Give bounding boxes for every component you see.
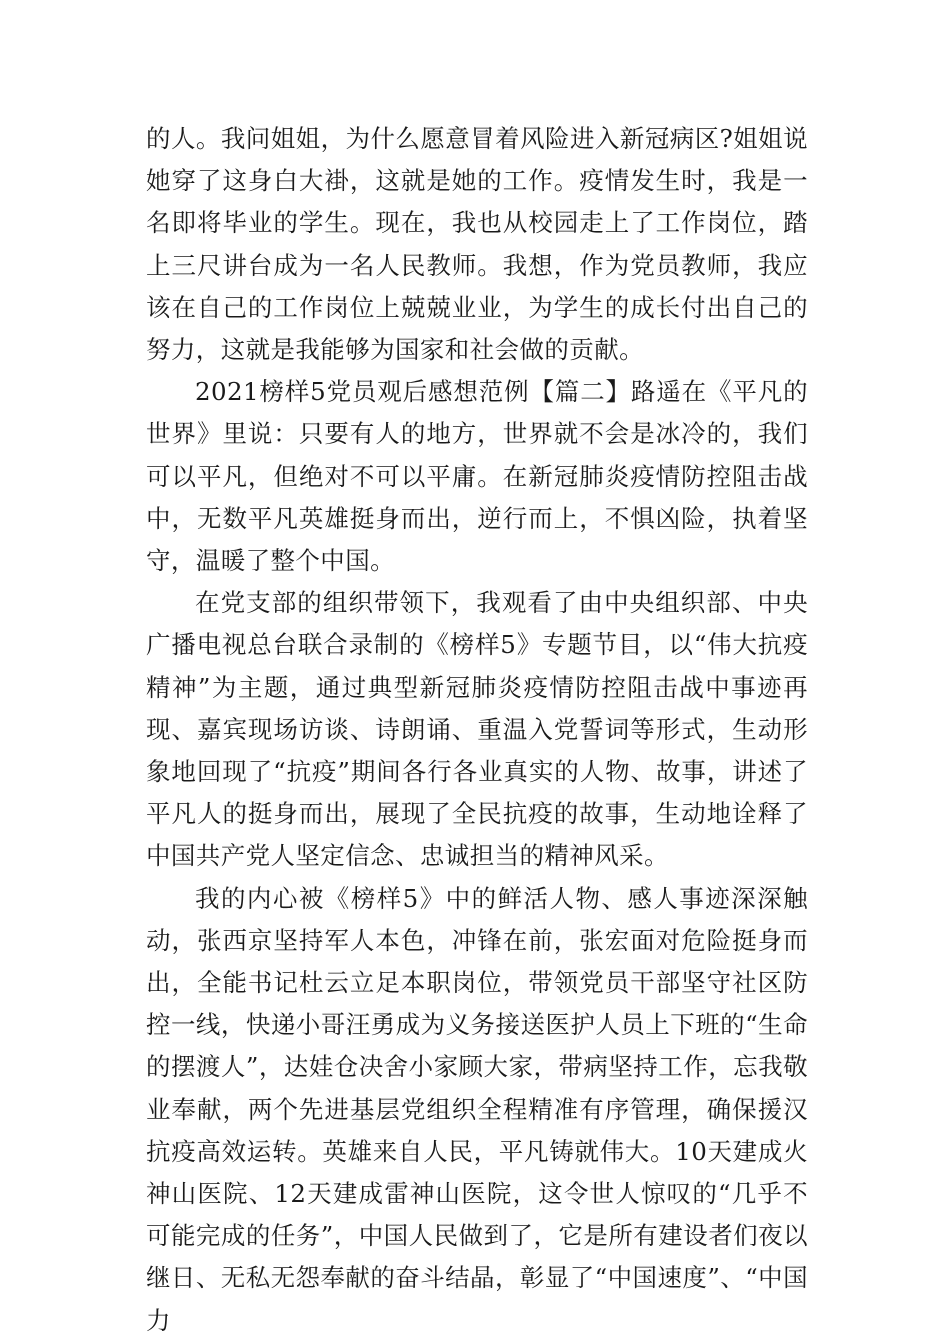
paragraph-1: 的人。我问姐姐，为什么愿意冒着风险进入新冠病区?姐姐说她穿了这身白大褂，这就是她的工作。疫情发生时，我是一名即将毕业的学生。现在，我也从校园走上了工作岗位，踏上三尺讲台成为一名人民教师。我想，作为党员教师，我应该在自己的工作岗位上兢兢业业，为学生的成长付出自己的努力，这就是我能够为国家和社会做的贡献。 [146, 124, 808, 365]
paragraph-3: 在党支部的组织带领下，我观看了由中央组织部、中央广播电视总台联合录制的《榜样5》专题节目，以“伟大抗疫精神”为主题，通过典型新冠肺炎疫情防控阻击战中事迹再现、嘉宾现场访谈、诗朗诵、重温入党誓词等形式，生动形象地回现了“抗疫”期间各行各业真实的人物、故事，讲述了平凡人的挺身而出，展现了全民抗疫的故事，生动地诠释了中国共产党人坚定信念、忠诚担当的精神风采。 [146, 588, 808, 871]
paragraph-4: 我的内心被《榜样5》中的鲜活人物、感人事迹深深触动，张西京坚持军人本色，冲锋在前，张宏面对危险挺身而出，全能书记杜云立足本职岗位，带领党员干部坚守社区防控一线，快递小哥汪勇成为义务接送医护人员上下班的“生命的摆渡人”，达娃仓决舍小家顾大家，带病坚持工作，忘我敬业奉献，两个先进基层党组织全程精准有序管理，确保援汉抗疫高效运转。英雄来自人民，平凡铸就伟大。10天建成火神山医院、12天建成雷神山医院，这令世人惊叹的“几乎不可能完成的任务”，中国人民做到了，它是所有建设者们夜以继日、无私无怨奉献的奋斗结晶，彰显了“中国速度”、“中国力 [146, 883, 808, 1335]
document-page [146, 118, 808, 1342]
paragraph-2: 2021榜样5党员观后感想范例【篇二】路遥在《平凡的世界》里说：只要有人的地方，世界就不会是冰冷的，我们可以平凡，但绝对不可以平庸。在新冠肺炎疫情防控阻击战中，无数平凡英雄挺身而出，逆行而上，不惧凶险，执着坚守，温暖了整个中国。 [146, 377, 808, 576]
